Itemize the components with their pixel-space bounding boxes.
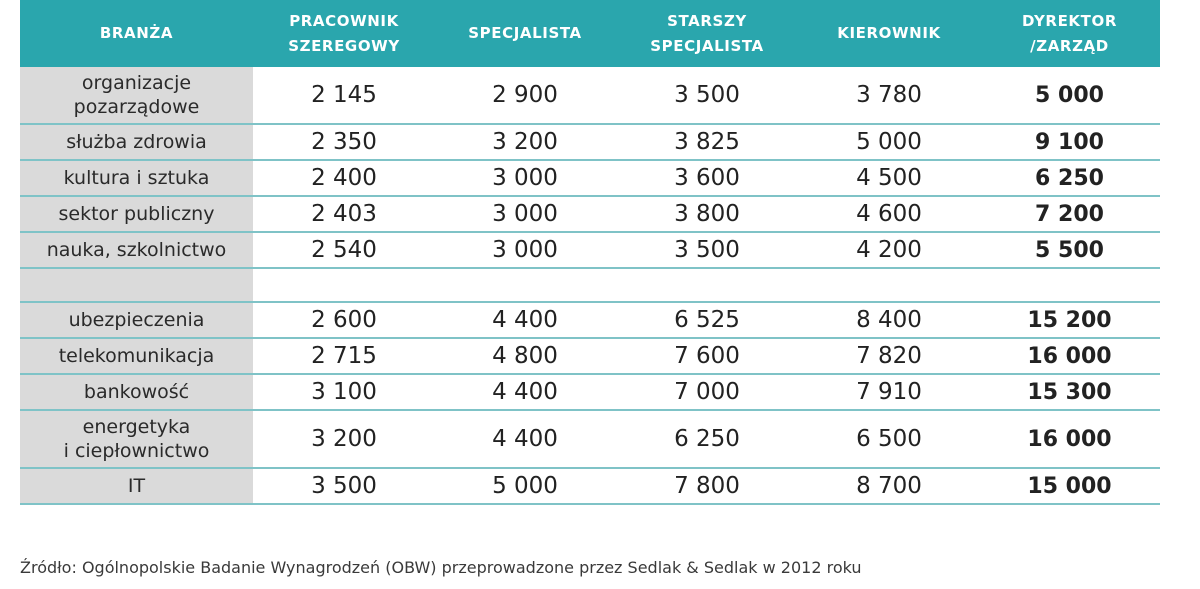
row-label: służba zdrowia <box>20 124 253 160</box>
table-row <box>20 302 1160 338</box>
table-cell: 7 200 <box>979 196 1160 232</box>
column-header-dyrektor-zarzad: DYREKTOR /ZARZĄD <box>979 0 1160 67</box>
table-cell: 3 780 <box>799 67 979 124</box>
source-note: Źródło: Ogólnopolskie Badanie Wynagrodzeń (OBW) przeprowadzone przez Sedlak & Sedlak w 2012 roku <box>20 558 862 577</box>
table-row <box>20 160 1160 196</box>
table-row <box>20 124 1160 160</box>
table-cell: 7 600 <box>615 338 799 374</box>
table-row <box>20 67 1160 124</box>
row-label <box>20 268 253 302</box>
table-cell: 2 540 <box>253 232 435 268</box>
table-cell: 5 000 <box>435 468 615 504</box>
table-cell: 3 800 <box>615 196 799 232</box>
table-cell <box>435 268 615 302</box>
table-row <box>20 338 1160 374</box>
table-cell: 2 145 <box>253 67 435 124</box>
table-spacer-row <box>20 268 1160 302</box>
table-cell: 3 000 <box>435 196 615 232</box>
table-cell: 7 800 <box>615 468 799 504</box>
table-cell: 2 715 <box>253 338 435 374</box>
table-cell: 7 820 <box>799 338 979 374</box>
table-cell: 5 000 <box>799 124 979 160</box>
table-cell: 4 600 <box>799 196 979 232</box>
column-header-specjalista: SPECJALISTA <box>435 0 615 67</box>
table-cell: 4 400 <box>435 410 615 468</box>
table-header-row <box>20 0 1160 67</box>
table-cell: 3 500 <box>253 468 435 504</box>
table-cell: 6 525 <box>615 302 799 338</box>
table-cell: 6 500 <box>799 410 979 468</box>
table-row <box>20 196 1160 232</box>
column-header-kierownik: KIEROWNIK <box>799 0 979 67</box>
table-cell: 4 400 <box>435 374 615 410</box>
table-cell: 8 400 <box>799 302 979 338</box>
table-row <box>20 374 1160 410</box>
row-label: IT <box>20 468 253 504</box>
table-cell: 3 200 <box>435 124 615 160</box>
table-cell: 8 700 <box>799 468 979 504</box>
table-cell: 9 100 <box>979 124 1160 160</box>
salary-table <box>20 0 1160 505</box>
table-cell <box>253 268 435 302</box>
table-cell: 6 250 <box>615 410 799 468</box>
row-label: organizacje pozarządowe <box>20 67 253 124</box>
table-row <box>20 410 1160 468</box>
row-label: kultura i sztuka <box>20 160 253 196</box>
column-header-starszy-specjalista: STARSZY SPECJALISTA <box>615 0 799 67</box>
table-cell: 5 500 <box>979 232 1160 268</box>
table-cell: 16 000 <box>979 338 1160 374</box>
table-row <box>20 232 1160 268</box>
table-cell: 6 250 <box>979 160 1160 196</box>
row-label: ubezpieczenia <box>20 302 253 338</box>
table-cell: 2 350 <box>253 124 435 160</box>
table-cell: 3 200 <box>253 410 435 468</box>
table-cell: 3 000 <box>435 232 615 268</box>
table-cell: 2 900 <box>435 67 615 124</box>
table-cell: 15 200 <box>979 302 1160 338</box>
row-label: telekomunikacja <box>20 338 253 374</box>
table-cell: 5 000 <box>979 67 1160 124</box>
column-header-pracownik-szeregowy: PRACOWNIK SZEREGOWY <box>253 0 435 67</box>
table-cell: 2 403 <box>253 196 435 232</box>
table-cell: 3 500 <box>615 67 799 124</box>
row-label: bankowość <box>20 374 253 410</box>
row-label: energetyka i ciepłownictwo <box>20 410 253 468</box>
table-cell: 2 600 <box>253 302 435 338</box>
table-cell: 3 825 <box>615 124 799 160</box>
row-label: sektor publiczny <box>20 196 253 232</box>
table-cell: 15 300 <box>979 374 1160 410</box>
table-cell: 7 910 <box>799 374 979 410</box>
row-label: nauka, szkolnictwo <box>20 232 253 268</box>
table-cell: 2 400 <box>253 160 435 196</box>
salary-table-container <box>20 0 1160 505</box>
table-cell <box>615 268 799 302</box>
table-cell: 3 100 <box>253 374 435 410</box>
table-cell: 4 200 <box>799 232 979 268</box>
table-cell: 4 500 <box>799 160 979 196</box>
table-cell: 16 000 <box>979 410 1160 468</box>
table-cell: 4 800 <box>435 338 615 374</box>
table-cell: 7 000 <box>615 374 799 410</box>
table-cell: 4 400 <box>435 302 615 338</box>
column-header-branza: BRANŻA <box>20 0 253 67</box>
table-cell: 3 500 <box>615 232 799 268</box>
table-row <box>20 468 1160 504</box>
table-cell <box>799 268 979 302</box>
table-cell: 15 000 <box>979 468 1160 504</box>
table-cell <box>979 268 1160 302</box>
table-cell: 3 000 <box>435 160 615 196</box>
table-cell: 3 600 <box>615 160 799 196</box>
